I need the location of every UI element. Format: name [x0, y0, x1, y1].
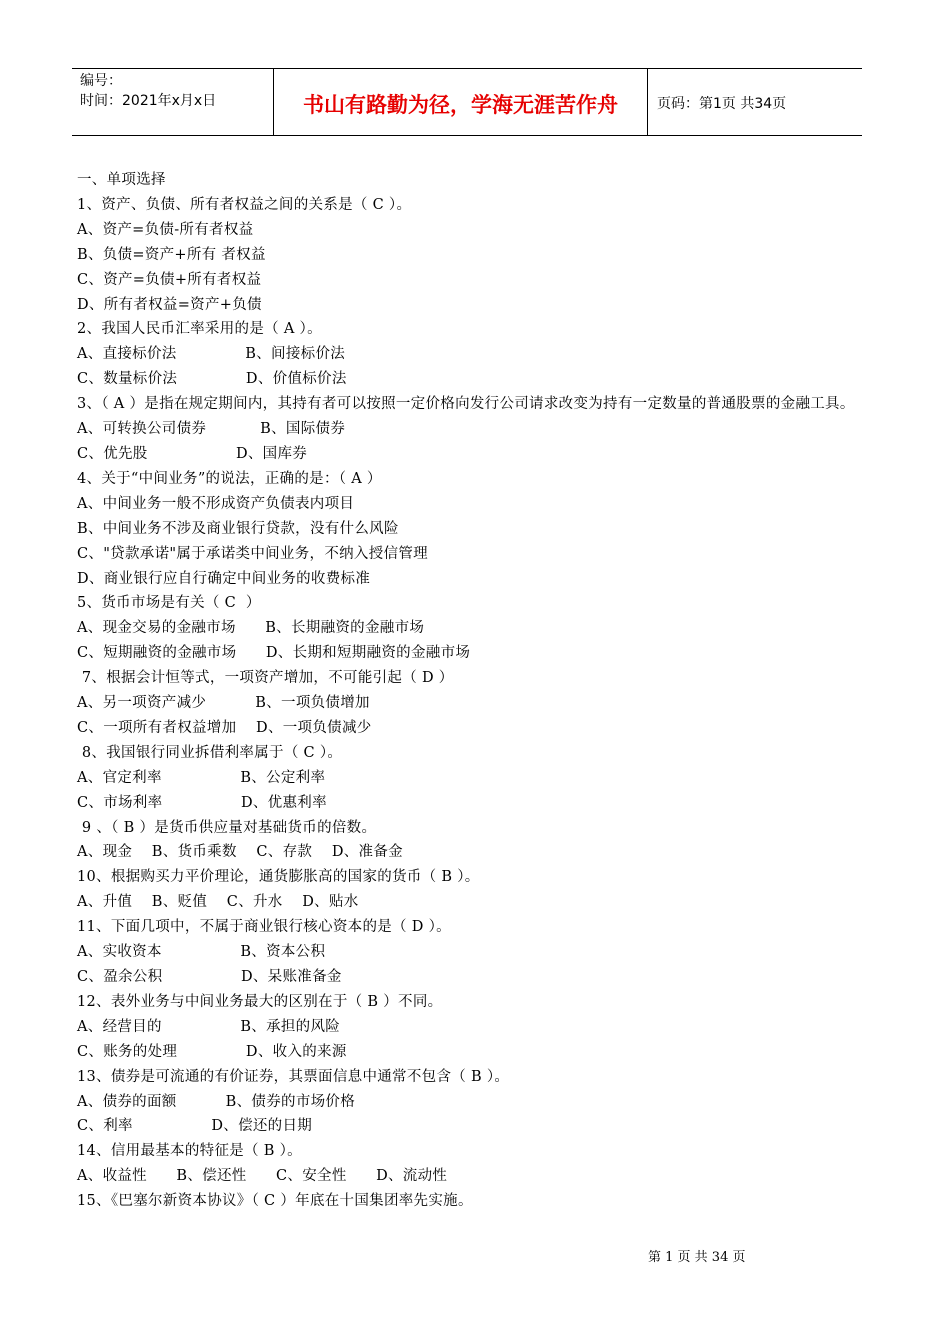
header-meta — [72, 69, 274, 135]
text-line: 一、单项选择 — [77, 172, 166, 188]
text-line: 2、我国人民币汇率采用的是（ A ）。 — [77, 321, 322, 338]
text-line: C、一项所有者权益增加 D、一项负债减少 — [77, 719, 372, 736]
question-list — [44, 168, 904, 1214]
text-line: A、经营目的 B、承担的风险 — [77, 1018, 341, 1035]
header-page-number: 页码：第1页 共34页 — [657, 96, 787, 112]
text-line: A、升值 B、贬值 C、升水 D、贴水 — [77, 894, 359, 911]
text-line: C、市场利率 D、优惠利率 — [77, 794, 327, 811]
text-line: C、优先股 D、国库券 — [77, 445, 308, 462]
text-line: 11、下面几项中，不属于商业银行核心资本的是（ D ）。 — [77, 919, 451, 936]
text-line: A、另一项资产减少 B、一项负债增加 — [77, 695, 370, 712]
text-line: 1、资产、负债、所有者权益之间的关系是（ C ）。 — [77, 196, 412, 213]
text-line: 7、根据会计恒等式，一项资产增加，不可能引起（ D ） — [77, 670, 454, 687]
text-line: C、数量标价法 D、价值标价法 — [77, 371, 347, 388]
text-line: A、直接标价法 B、间接标价法 — [77, 346, 346, 363]
text-line: C、短期融资的金融市场 D、长期和短期融资的金融市场 — [77, 645, 471, 662]
text-line: D、商业银行应自行确定中间业务的收费标准 — [77, 570, 371, 587]
text-line: 15、《巴塞尔新资本协议》（ C ）年底在十国集团率先实施。 — [77, 1193, 473, 1210]
text-line: 5、货币市场是有关（ C ） — [77, 595, 261, 612]
text-line: A、资产=负债-所有者权益 — [77, 221, 254, 238]
text-line: A、现金交易的金融市场 B、长期融资的金融市场 — [77, 620, 425, 637]
text-line: C、资产=负债+所有者权益 — [77, 271, 262, 288]
page-header — [72, 68, 862, 136]
document-time: 时间：2021年x月x日 — [80, 93, 217, 109]
text-line: 4、关于“中间业务”的说法，正确的是：（ A ） — [77, 470, 382, 487]
text-line: 3、（ A ）是指在规定期间内，其持有者可以按照一定价格向发行公司请求改变为持有一定数量的普通股票的金融工具。 — [77, 396, 855, 413]
text-line: 9 、（ B ）是货币供应量对基础货币的倍数。 — [77, 819, 377, 836]
text-line: 13、债券是可流通的有价证券，其票面信息中通常不包含（ B ）。 — [77, 1068, 510, 1085]
text-line: B、中间业务不涉及商业银行贷款，没有什么风险 — [77, 520, 399, 537]
text-line: A、可转换公司债券 B、国际债券 — [77, 421, 346, 438]
text-line: D、所有者权益=资产+负债 — [77, 296, 262, 313]
page-footer: 第 1 页 共 34 页 — [648, 1250, 746, 1265]
text-line: A、官定利率 B、公定利率 — [77, 769, 326, 786]
text-line: A、现金 B、货币乘数 C、存款 D、准备金 — [77, 844, 403, 861]
text-line: A、债券的面额 B、债券的市场价格 — [77, 1093, 356, 1110]
text-line: 10、根据购买力平价理论，通货膨胀高的国家的货币（ B ）。 — [77, 869, 480, 886]
text-line: B、负债=资产+所有 者权益 — [77, 246, 266, 263]
text-line: 14、信用最基本的特征是（ B ）。 — [77, 1143, 302, 1160]
text-line: 12、表外业务与中间业务最大的区别在于（ B ）不同。 — [77, 993, 443, 1010]
text-line: A、收益性 B、偿还性 C、安全性 D、流动性 — [77, 1168, 448, 1185]
text-line: A、实收资本 B、资本公积 — [77, 944, 326, 961]
text-line: A、中间业务一般不形成资产负债表内项目 — [77, 495, 355, 512]
text-line: C、盈余公积 D、呆账准备金 — [77, 969, 342, 985]
header-motto: 书山有路勤为径，学海无涯苦作舟 — [274, 69, 648, 135]
text-line: C、利率 D、偿还的日期 — [77, 1118, 313, 1135]
text-line: C、账务的处理 D、收入的来源 — [77, 1043, 347, 1060]
text-line: 8、我国银行同业拆借利率属于（ C ）。 — [77, 744, 343, 761]
document-number-label: 编号： — [80, 73, 122, 89]
text-line: C、"贷款承诺"属于承诺类中间业务，不纳入授信管理 — [77, 545, 428, 562]
